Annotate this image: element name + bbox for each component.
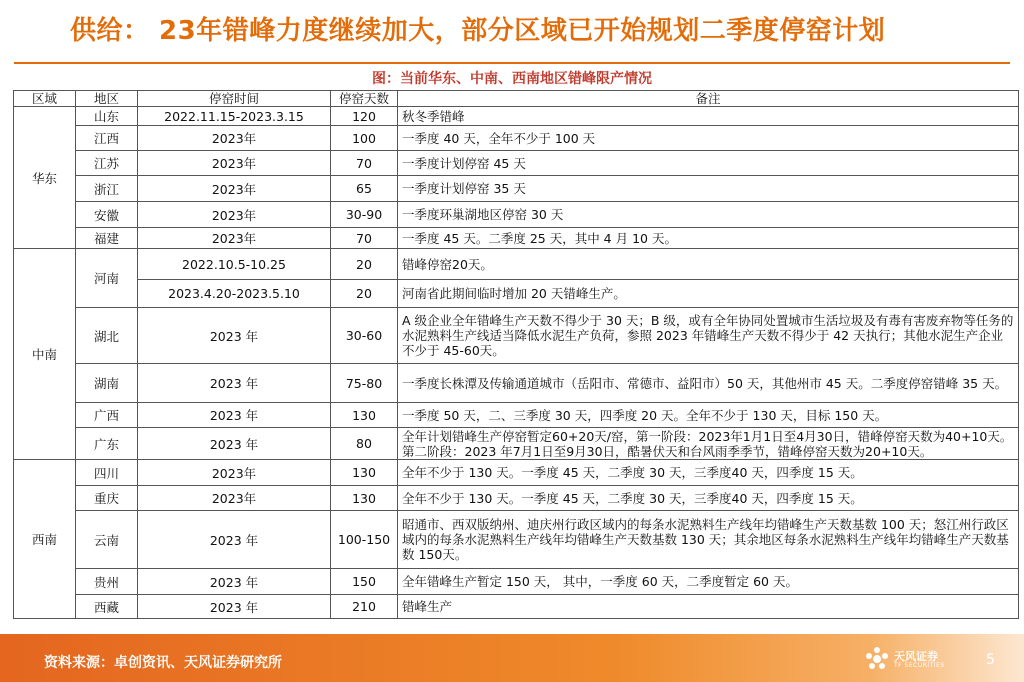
source-note: 资料来源：卓创资讯、天风证券研究所 [44,655,282,671]
note-cell: 全年错峰生产暂定 150 天， 其中，一季度 60 天，二季度暂定 60 天。 [398,569,1019,595]
table-row [14,308,1019,364]
area-cell: 安徽 [76,202,138,228]
table-row [14,107,1019,126]
table-row [14,280,1019,308]
table-row [14,595,1019,619]
note-cell: 一季度 45 天。二季度 25 天，其中 4 月 10 天。 [398,228,1019,249]
table-row [14,228,1019,249]
logo-text: 天风证券 [894,650,938,663]
time-cell: 2023 年 [138,428,331,460]
days-cell: 120 [331,107,398,126]
note-cell: 河南省此期间临时增加 20 天错峰生产。 [398,280,1019,308]
region-cell: 西南 [14,460,76,619]
area-cell: 四川 [76,460,138,486]
table-row [14,126,1019,151]
days-cell: 75-80 [331,364,398,403]
col-header-days: 停窑天数 [331,91,398,107]
time-cell: 2023 年 [138,308,331,364]
area-cell: 西藏 [76,595,138,619]
time-cell: 2022.11.15-2023.3.15 [138,107,331,126]
time-cell: 2023 年 [138,403,331,428]
note-cell: 全年计划错峰生产停窑暂定60+20天/窑，第一阶段：2023年1月1日至4月30日，错峰停窑天数为40+10天。第二阶段：2023 年7月1日至9月30日，酷暑伏天和台风雨季季节，错峰停窑天数为20+10天。 [398,428,1019,460]
note-cell: A 级企业全年错峰生产天数不得少于 30 天；B 级，或有全年协同处置城市生活垃圾及有毒有害废弃物等任务的水泥熟料生产线适当降低水泥生产负荷，参照 2023 年错峰生产天数不得少于 42 天执行；其他水泥生产企业不少于 45-60天。 [398,308,1019,364]
time-cell: 2023年 [138,228,331,249]
days-cell: 210 [331,595,398,619]
region-cell: 华东 [14,107,76,249]
note-cell: 一季度 50 天，二、三季度 30 天，四季度 20 天。全年不少于 130 天，目标 150 天。 [398,403,1019,428]
table-row [14,151,1019,176]
days-cell: 150 [331,569,398,595]
days-cell: 70 [331,151,398,176]
note-cell: 一季度环巢湖地区停窑 30 天 [398,202,1019,228]
time-cell: 2023年 [138,486,331,511]
days-cell: 100-150 [331,511,398,569]
days-cell: 20 [331,249,398,280]
page-title: 供给： 23年错峰力度继续加大，部分区域已开始规划二季度停窑计划 [70,16,886,46]
table-row [14,486,1019,511]
note-cell: 昭通市、西双版纳州、迪庆州行政区域内的每条水泥熟料生产线年均错峰生产天数基数 100 天；怒江州行政区域内的每条水泥熟料生产线年均错峰生产天数基数 130 天；其余地区每条水泥熟料生产线年均错峰生产天数基数 150天。 [398,511,1019,569]
note-cell: 秋冬季错峰 [398,107,1019,126]
col-header-note: 备注 [398,91,1019,107]
col-header-time: 停窑时间 [138,91,331,107]
area-cell: 河南 [76,249,138,308]
table-row [14,202,1019,228]
days-cell: 70 [331,228,398,249]
days-cell: 30-60 [331,308,398,364]
area-cell: 山东 [76,107,138,126]
tf-logo-icon [864,646,890,672]
title-divider [14,62,1010,64]
area-cell: 广西 [76,403,138,428]
note-cell: 全年不少于 130 天。一季度 45 天，二季度 30 天，三季度40 天，四季度 15 天。 [398,486,1019,511]
footer-bar [0,634,1024,682]
table-row [14,511,1019,569]
time-cell: 2023.4.20-2023.5.10 [138,280,331,308]
table-row [14,249,1019,280]
logo-subtext: TF SECURITIES [894,662,945,669]
note-cell: 一季度长株潭及传输通道城市（岳阳市、常德市、益阳市）50 天，其他州市 45 天。二季度停窑错峰 35 天。 [398,364,1019,403]
note-cell: 错峰停窑20天。 [398,249,1019,280]
col-header-area: 地区 [76,91,138,107]
note-cell: 一季度 40 天，全年不少于 100 天 [398,126,1019,151]
table-row [14,569,1019,595]
days-cell: 65 [331,176,398,202]
region-cell: 中南 [14,249,76,460]
time-cell: 2023年 [138,460,331,486]
company-logo [864,644,954,674]
table-row [14,428,1019,460]
col-header-region: 区域 [14,91,76,107]
note-cell: 一季度计划停窑 45 天 [398,151,1019,176]
area-cell: 云南 [76,511,138,569]
time-cell: 2023年 [138,126,331,151]
table-header-row [14,91,1019,107]
time-cell: 2023年 [138,176,331,202]
time-cell: 2023年 [138,202,331,228]
table-row [14,176,1019,202]
days-cell: 30-90 [331,202,398,228]
time-cell: 2023 年 [138,595,331,619]
time-cell: 2023年 [138,151,331,176]
area-cell: 广东 [76,428,138,460]
days-cell: 100 [331,126,398,151]
days-cell: 80 [331,428,398,460]
area-cell: 浙江 [76,176,138,202]
note-cell: 错峰生产 [398,595,1019,619]
time-cell: 2022.10.5-10.25 [138,249,331,280]
days-cell: 130 [331,486,398,511]
note-cell: 一季度计划停窑 35 天 [398,176,1019,202]
area-cell: 江苏 [76,151,138,176]
note-cell: 全年不少于 130 天。一季度 45 天，二季度 30 天，三季度40 天，四季度 15 天。 [398,460,1019,486]
table-row [14,460,1019,486]
area-cell: 贵州 [76,569,138,595]
area-cell: 福建 [76,228,138,249]
days-cell: 130 [331,460,398,486]
table-row [14,364,1019,403]
figure-caption: 图：当前华东、中南、西南地区错峰限产情况 [372,71,652,87]
days-cell: 20 [331,280,398,308]
page-number: 5 [986,652,995,668]
area-cell: 江西 [76,126,138,151]
area-cell: 湖南 [76,364,138,403]
area-cell: 重庆 [76,486,138,511]
time-cell: 2023 年 [138,569,331,595]
area-cell: 湖北 [76,308,138,364]
time-cell: 2023 年 [138,364,331,403]
production-cut-table [13,90,1019,619]
time-cell: 2023 年 [138,511,331,569]
table-row [14,403,1019,428]
days-cell: 130 [331,403,398,428]
